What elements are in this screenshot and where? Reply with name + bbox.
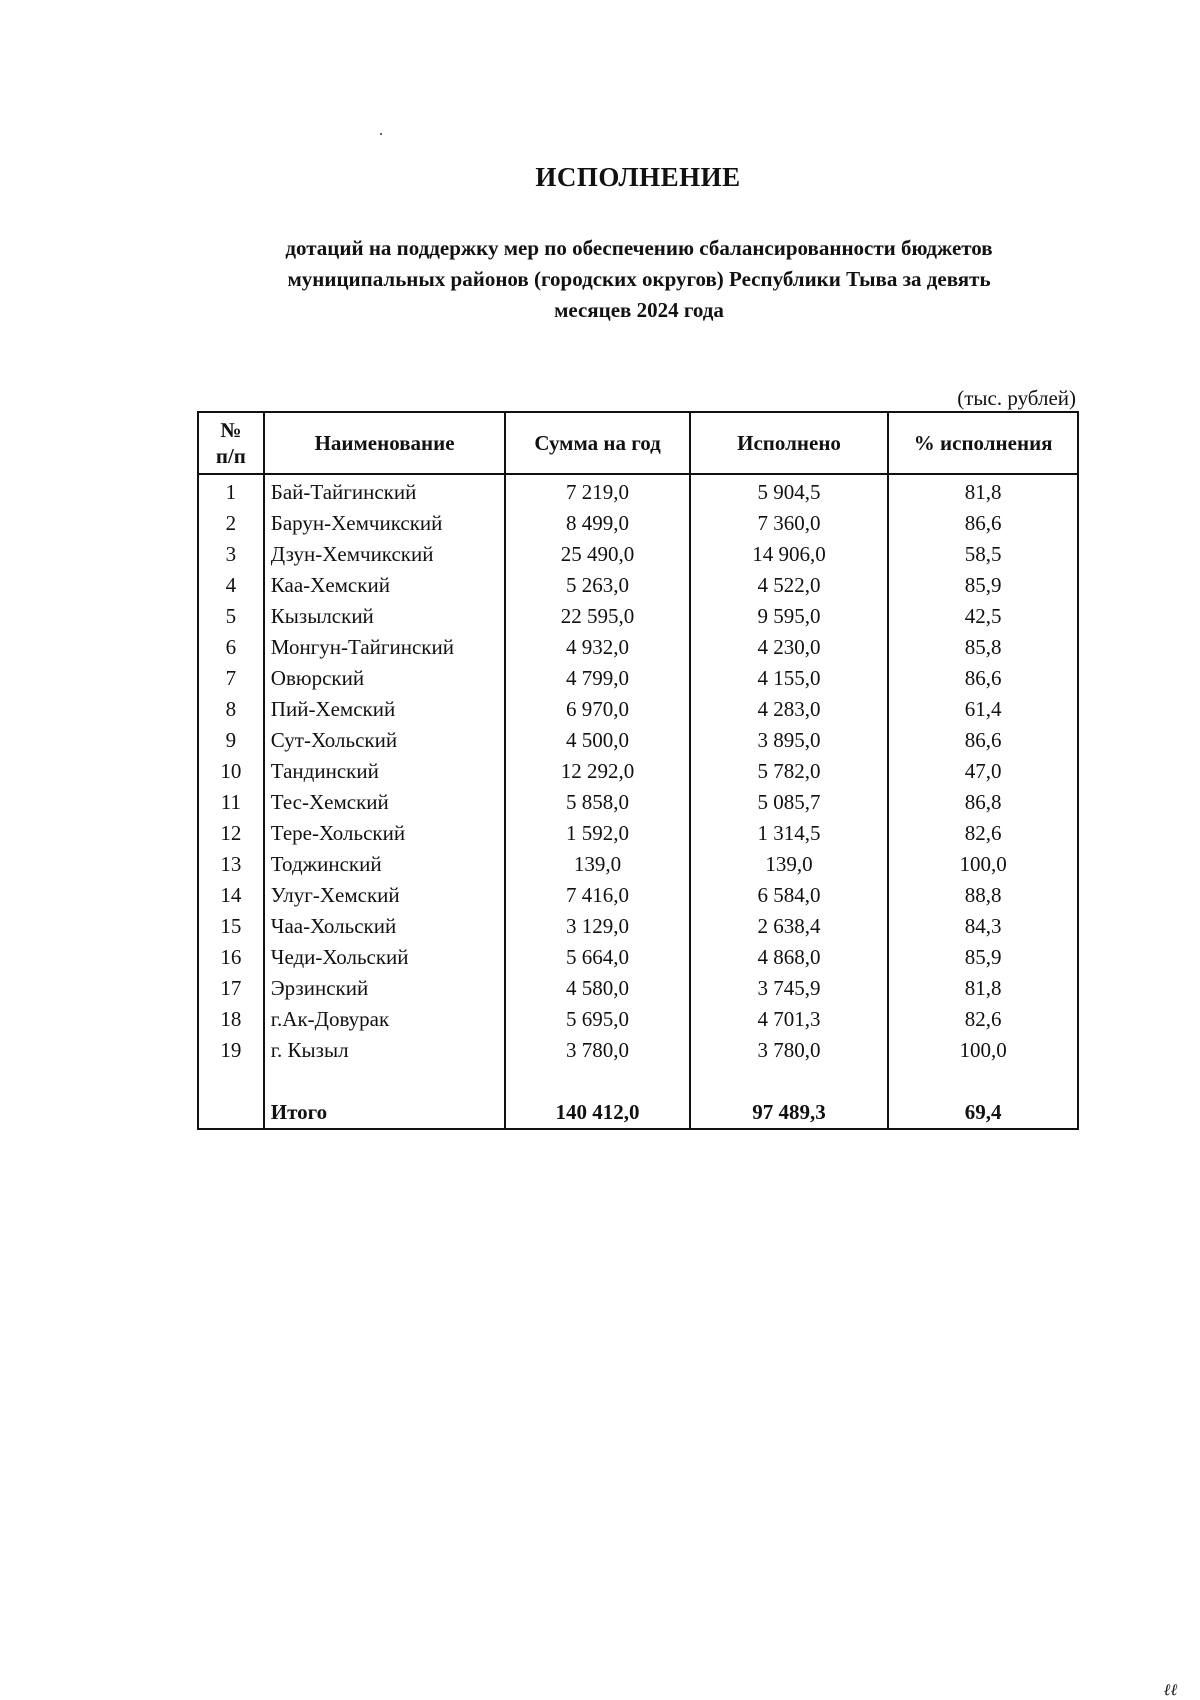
cell-percent: 86,6 bbox=[888, 725, 1078, 756]
document-title: ИСПОЛНЕНИЕ bbox=[535, 162, 741, 192]
cell-name: Кызылский bbox=[264, 601, 506, 632]
cell-executed: 14 906,0 bbox=[690, 539, 889, 570]
cell-number: 12 bbox=[198, 818, 264, 849]
spacer-cell bbox=[690, 1066, 889, 1094]
cell-number: 14 bbox=[198, 880, 264, 911]
table-row bbox=[198, 694, 1078, 725]
table-row bbox=[198, 818, 1078, 849]
table-row bbox=[198, 508, 1078, 539]
total-sum: 140 412,0 bbox=[505, 1094, 689, 1129]
cell-percent: 100,0 bbox=[888, 1035, 1078, 1066]
cell-percent: 81,8 bbox=[888, 973, 1078, 1004]
total-row bbox=[198, 1094, 1078, 1129]
cell-sum: 7 219,0 bbox=[505, 474, 689, 508]
cell-name: Тоджинский bbox=[264, 849, 506, 880]
cell-number: 5 bbox=[198, 601, 264, 632]
cell-executed: 2 638,4 bbox=[690, 911, 889, 942]
cell-executed: 4 230,0 bbox=[690, 632, 889, 663]
cell-sum: 8 499,0 bbox=[505, 508, 689, 539]
handwritten-mark: ℓℓ bbox=[1164, 1680, 1178, 1699]
cell-executed: 139,0 bbox=[690, 849, 889, 880]
spacer-cell bbox=[264, 1066, 506, 1094]
table-row bbox=[198, 1004, 1078, 1035]
cell-sum: 5 664,0 bbox=[505, 942, 689, 973]
cell-percent: 42,5 bbox=[888, 601, 1078, 632]
cell-sum: 3 780,0 bbox=[505, 1035, 689, 1066]
cell-name: г. Кызыл bbox=[264, 1035, 506, 1066]
cell-number: 11 bbox=[198, 787, 264, 818]
cell-name: Каа-Хемский bbox=[264, 570, 506, 601]
cell-name: Бай-Тайгинский bbox=[264, 474, 506, 508]
cell-number: 18 bbox=[198, 1004, 264, 1035]
cell-sum: 7 416,0 bbox=[505, 880, 689, 911]
subtitle-line: месяцев 2024 года bbox=[554, 298, 724, 322]
cell-percent: 88,8 bbox=[888, 880, 1078, 911]
cell-number: 1 bbox=[198, 474, 264, 508]
cell-sum: 4 580,0 bbox=[505, 973, 689, 1004]
table-row bbox=[198, 663, 1078, 694]
cell-executed: 1 314,5 bbox=[690, 818, 889, 849]
cell-percent: 86,6 bbox=[888, 508, 1078, 539]
cell-name: Пий-Хемский bbox=[264, 694, 506, 725]
units-note: (тыс. рублей) bbox=[957, 386, 1076, 410]
cell-name: Тандинский bbox=[264, 756, 506, 787]
cell-percent: 82,6 bbox=[888, 818, 1078, 849]
cell-executed: 9 595,0 bbox=[690, 601, 889, 632]
header-executed: Исполнено bbox=[690, 412, 889, 474]
cell-percent: 86,8 bbox=[888, 787, 1078, 818]
table-row bbox=[198, 787, 1078, 818]
table-body bbox=[198, 474, 1078, 1129]
table-row bbox=[198, 474, 1078, 508]
cell-executed: 5 782,0 bbox=[690, 756, 889, 787]
cell-sum: 4 799,0 bbox=[505, 663, 689, 694]
header-name: Наименование bbox=[264, 412, 506, 474]
cell-number: 6 bbox=[198, 632, 264, 663]
cell-percent: 61,4 bbox=[888, 694, 1078, 725]
cell-percent: 100,0 bbox=[888, 849, 1078, 880]
subtitle-line: муниципальных районов (городских округов) Республики Тыва за девять bbox=[287, 267, 991, 291]
header-sum: Сумма на год bbox=[505, 412, 689, 474]
cell-percent: 81,8 bbox=[888, 474, 1078, 508]
cell-percent: 58,5 bbox=[888, 539, 1078, 570]
cell-executed: 3 780,0 bbox=[690, 1035, 889, 1066]
total-number bbox=[198, 1094, 264, 1129]
spacer-cell bbox=[505, 1066, 689, 1094]
cell-sum: 6 970,0 bbox=[505, 694, 689, 725]
cell-percent: 47,0 bbox=[888, 756, 1078, 787]
header-number bbox=[198, 412, 264, 474]
header-number-line1: № bbox=[220, 418, 242, 442]
table-row bbox=[198, 539, 1078, 570]
cell-number: 13 bbox=[198, 849, 264, 880]
cell-executed: 4 868,0 bbox=[690, 942, 889, 973]
cell-sum: 22 595,0 bbox=[505, 601, 689, 632]
cell-executed: 6 584,0 bbox=[690, 880, 889, 911]
cell-executed: 5 904,5 bbox=[690, 474, 889, 508]
cell-sum: 5 695,0 bbox=[505, 1004, 689, 1035]
cell-executed: 7 360,0 bbox=[690, 508, 889, 539]
cell-name: Тере-Хольский bbox=[264, 818, 506, 849]
cell-executed: 4 283,0 bbox=[690, 694, 889, 725]
cell-number: 19 bbox=[198, 1035, 264, 1066]
cell-number: 15 bbox=[198, 911, 264, 942]
cell-executed: 3 895,0 bbox=[690, 725, 889, 756]
header-percent: % исполнения bbox=[888, 412, 1078, 474]
cell-percent: 86,6 bbox=[888, 663, 1078, 694]
cell-sum: 1 592,0 bbox=[505, 818, 689, 849]
cell-name: Сут-Хольский bbox=[264, 725, 506, 756]
cell-sum: 5 858,0 bbox=[505, 787, 689, 818]
spacer-cell bbox=[198, 1066, 264, 1094]
cell-name: Эрзинский bbox=[264, 973, 506, 1004]
table-row bbox=[198, 632, 1078, 663]
cell-number: 17 bbox=[198, 973, 264, 1004]
scan-speck bbox=[380, 133, 382, 135]
cell-name: Улуг-Хемский bbox=[264, 880, 506, 911]
table-row bbox=[198, 973, 1078, 1004]
table-row bbox=[198, 880, 1078, 911]
cell-number: 3 bbox=[198, 539, 264, 570]
table-row bbox=[198, 849, 1078, 880]
table-row bbox=[198, 725, 1078, 756]
table-row bbox=[198, 570, 1078, 601]
cell-percent: 82,6 bbox=[888, 1004, 1078, 1035]
cell-sum: 5 263,0 bbox=[505, 570, 689, 601]
spacer-row bbox=[198, 1066, 1078, 1094]
cell-executed: 4 522,0 bbox=[690, 570, 889, 601]
cell-name: г.Ак-Довурак bbox=[264, 1004, 506, 1035]
cell-number: 2 bbox=[198, 508, 264, 539]
cell-executed: 4 701,3 bbox=[690, 1004, 889, 1035]
cell-name: Дзун-Хемчикский bbox=[264, 539, 506, 570]
subtitle-line: дотаций на поддержку мер по обеспечению сбалансированности бюджетов bbox=[285, 236, 993, 260]
cell-number: 4 bbox=[198, 570, 264, 601]
total-percent: 69,4 bbox=[888, 1094, 1078, 1129]
cell-number: 7 bbox=[198, 663, 264, 694]
table-row bbox=[198, 1035, 1078, 1066]
cell-number: 16 bbox=[198, 942, 264, 973]
table-header-row bbox=[198, 412, 1078, 474]
table-row bbox=[198, 911, 1078, 942]
cell-name: Чеди-Хольский bbox=[264, 942, 506, 973]
cell-executed: 4 155,0 bbox=[690, 663, 889, 694]
cell-percent: 85,9 bbox=[888, 942, 1078, 973]
cell-number: 9 bbox=[198, 725, 264, 756]
table-row bbox=[198, 601, 1078, 632]
header-number-line2: п/п bbox=[215, 444, 246, 468]
cell-name: Барун-Хемчикский bbox=[264, 508, 506, 539]
cell-sum: 25 490,0 bbox=[505, 539, 689, 570]
cell-name: Овюрский bbox=[264, 663, 506, 694]
cell-name: Монгун-Тайгинский bbox=[264, 632, 506, 663]
total-label: Итого bbox=[264, 1094, 506, 1129]
cell-name: Тес-Хемский bbox=[264, 787, 506, 818]
cell-sum: 4 932,0 bbox=[505, 632, 689, 663]
cell-sum: 12 292,0 bbox=[505, 756, 689, 787]
cell-sum: 4 500,0 bbox=[505, 725, 689, 756]
cell-percent: 84,3 bbox=[888, 911, 1078, 942]
document-subtitle bbox=[230, 233, 1048, 326]
table-row bbox=[198, 756, 1078, 787]
cell-number: 8 bbox=[198, 694, 264, 725]
cell-percent: 85,9 bbox=[888, 570, 1078, 601]
execution-table bbox=[197, 411, 1079, 1130]
spacer-cell bbox=[888, 1066, 1078, 1094]
cell-sum: 139,0 bbox=[505, 849, 689, 880]
cell-executed: 3 745,9 bbox=[690, 973, 889, 1004]
cell-name: Чаа-Хольский bbox=[264, 911, 506, 942]
cell-number: 10 bbox=[198, 756, 264, 787]
cell-sum: 3 129,0 bbox=[505, 911, 689, 942]
table-row bbox=[198, 942, 1078, 973]
cell-percent: 85,8 bbox=[888, 632, 1078, 663]
cell-executed: 5 085,7 bbox=[690, 787, 889, 818]
total-executed: 97 489,3 bbox=[690, 1094, 889, 1129]
